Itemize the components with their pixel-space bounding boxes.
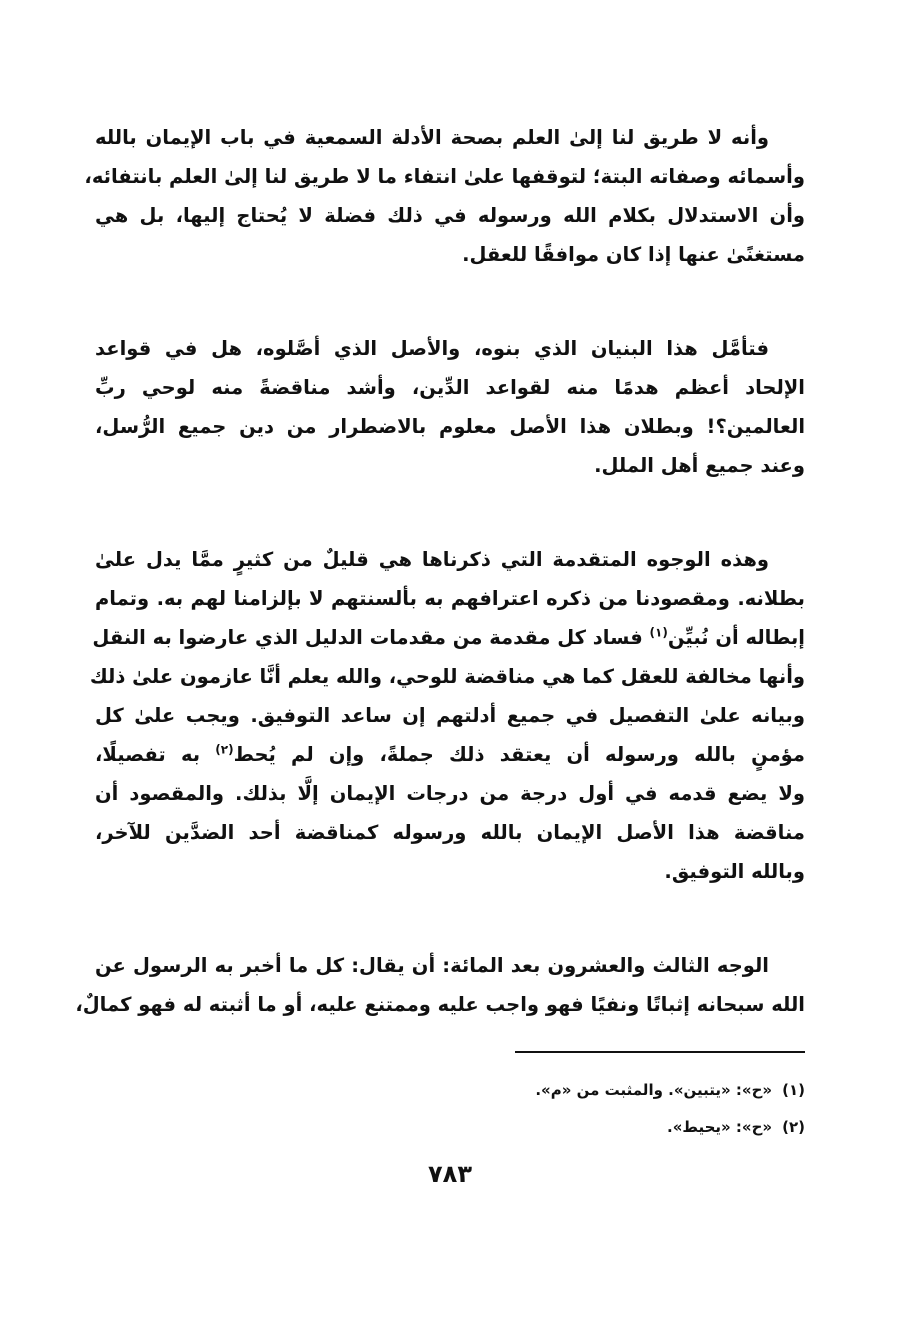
text-line <box>92 618 805 657</box>
text-line: وأسمائه وصفاته البتة؛ لتوقفها علىٰ انتفاء ما لا طريق لنا إلىٰ العلم بانتفائه، <box>84 165 805 188</box>
text-segment: فساد كل مقدمة من مقدمات الدليل الذي عارضوا به النقل <box>92 626 650 649</box>
text-line: وأنها مخالفة للعقل كما هي مناقضة للوحي، والله يعلم أنَّا عازمون علىٰ ذلك <box>89 665 805 688</box>
text-line: وهذه الوجوه المتقدمة التي ذكرناها هي قليلٌ من كثيرٍ ممَّا يدل علىٰ <box>95 548 769 571</box>
footnote-divider <box>515 1051 805 1053</box>
text-line: بطلانه. ومقصودنا من ذكره اعترافهم به بألسنتهم لا بإلزامنا لهم به. وتمام <box>95 587 805 610</box>
text-segment: به تفصيلًا، <box>95 743 216 766</box>
text-segment: إبطاله أن نُبيِّن <box>667 626 805 649</box>
footnote-number: (١) <box>782 1081 805 1099</box>
footnote-text: «ح»: «يتبين». والمثبت من «م». <box>535 1081 773 1099</box>
text-line: وأنه لا طريق لنا إلىٰ العلم بصحة الأدلة السمعية في باب الإيمان بالله <box>95 126 769 149</box>
page-number: ٧٨٣ <box>428 1160 472 1188</box>
text-segment: أن يقال: كل ما أخبر به الرسول عن <box>95 954 443 977</box>
footnote-2 <box>535 1112 805 1149</box>
text-line: الله سبحانه إثباتًا ونفيًا فهو واجب عليه وممتنع عليه، أو ما أثبته له فهو كمالٌ، <box>75 993 805 1016</box>
text-line: مستغنًىٰ عنها إذا كان موافقًا للعقل. <box>462 243 805 266</box>
text-line: العالمين؟! وبطلان هذا الأصل معلوم بالاضطرار من دين جميع الرُّسل، <box>95 415 805 438</box>
paragraph-1 <box>84 118 805 274</box>
text-line <box>95 946 805 985</box>
text-line <box>95 735 805 774</box>
footnote-number: (٢) <box>782 1118 805 1136</box>
footnote-1 <box>535 1075 805 1112</box>
text-line: وبيانه علىٰ التفصيل في جميع أدلتهم إن ساعد التوفيق. ويجب علىٰ كل <box>95 704 805 727</box>
footnotes <box>535 1075 805 1149</box>
text-line: وأن الاستدلال بكلام الله ورسوله في ذلك فضلة لا يُحتاج إليها، بل هي <box>95 204 805 227</box>
main-text <box>75 118 805 1079</box>
text-line: وبالله التوفيق. <box>664 860 805 883</box>
paragraph-3 <box>89 540 805 891</box>
footnote-text: «ح»: «يحيط». <box>667 1118 773 1136</box>
paragraph-4 <box>75 946 805 1024</box>
paragraph-2 <box>95 329 805 485</box>
text-line: الإلحاد أعظم هدمًا منه لقواعد الدِّين، وأشد مناقضةً منه لوحي ربِّ <box>95 376 805 399</box>
text-line: فتأمَّل هذا البنيان الذي بنوه، والأصل الذي أصَّلوه، هل في قواعد <box>95 337 769 360</box>
text-line: ولا يضع قدمه في أول درجة من درجات الإيمان إلَّا بذلك. والمقصود أن <box>95 782 805 805</box>
text-segment: مؤمنٍ بالله ورسوله أن يعتقد ذلك جملةً، وإن لم يُحط <box>233 743 805 766</box>
footnote-ref-2[interactable]: (٢) <box>215 742 234 757</box>
footnote-ref-1[interactable]: (١) <box>649 625 668 640</box>
text-line: مناقضة هذا الأصل الإيمان بالله ورسوله كمناقضة أحد الضدَّين للآخر، <box>95 821 805 844</box>
section-heading: الوجه الثالث والعشرون بعد المائة: <box>442 954 769 977</box>
text-line: وعند جميع أهل الملل. <box>594 454 805 477</box>
